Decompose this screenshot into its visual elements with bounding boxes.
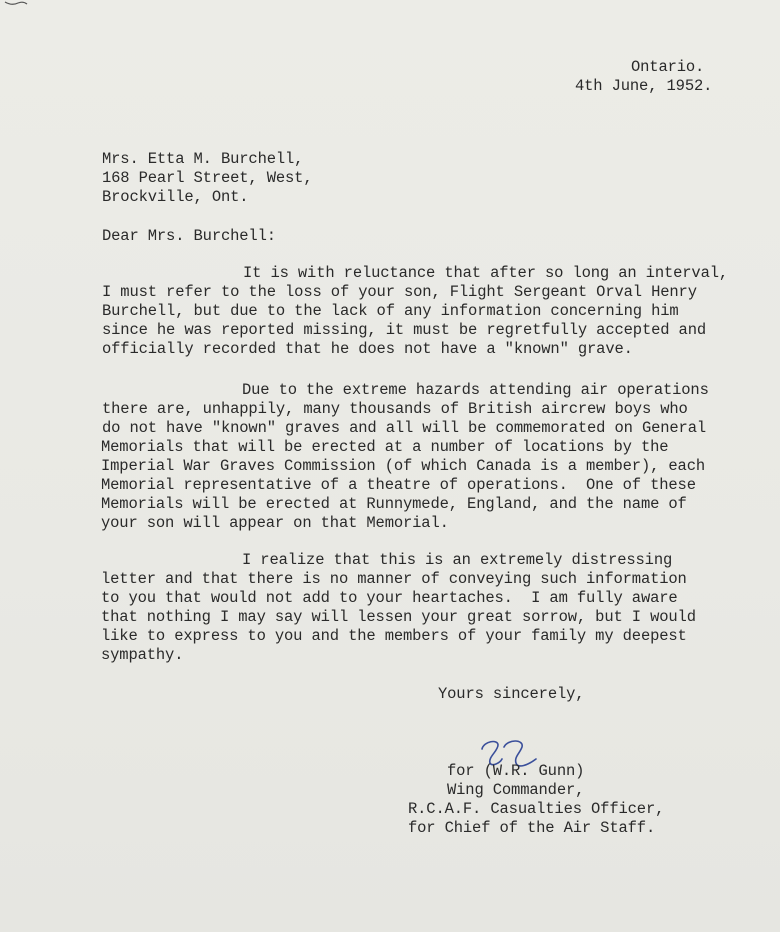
paragraph-3-line: sympathy. [101,646,184,664]
paragraph-1-line: since he was reported missing, it must be regretfully accepted and [102,321,707,339]
addressee-name: Mrs. Etta M. Burchell, [102,150,304,168]
addressee-city: Brockville, Ont. [102,188,249,206]
paragraph-1-line: Burchell, but due to the lack of any information concerning him [102,302,679,320]
paragraph-2-line: Imperial War Graves Commission (of which Canada is a member), each [101,457,706,475]
paragraph-2-line: Memorials that will be erected at a number of locations by the [101,438,669,456]
paragraph-3-line: I realize that this is an extremely distressing [242,551,673,569]
letter-place: Ontario. [631,58,705,76]
signature-chief: for Chief of the Air Staff. [408,819,656,837]
signature-office: R.C.A.F. Casualties Officer, [408,800,665,818]
paragraph-3-line: to you that would not add to your heartaches. I am fully aware [101,589,678,607]
paragraph-2-line: Due to the extreme hazards attending air operations [242,381,709,399]
paragraph-1-line: It is with reluctance that after so long an interval, [243,264,729,282]
closing: Yours sincerely, [438,685,585,703]
addressee-street: 168 Pearl Street, West, [102,169,313,187]
paragraph-1-line: I must refer to the loss of your son, Flight Sergeant Orval Henry [102,283,697,301]
salutation: Dear Mrs. Burchell: [102,227,276,245]
paragraph-2-line: your son will appear on that Memorial. [101,514,449,532]
paragraph-2-line: do not have "known" graves and all will be commemorated on General [102,419,707,437]
paragraph-3-line: like to express to you and the members of your family my deepest [101,627,687,645]
signature-for-line: for (W.R. Gunn) [447,762,585,780]
corner-mark [4,0,28,8]
paragraph-2-line: Memorials will be erected at Runnymede, England, and the name of [101,495,687,513]
paragraph-1-line: officially recorded that he does not have a "known" grave. [102,340,633,358]
paragraph-3-line: letter and that there is no manner of conveying such information [101,570,687,588]
letter-date: 4th June, 1952. [575,77,713,95]
paragraph-2-line: there are, unhappily, many thousands of British aircrew boys who [102,400,688,418]
signature-title: Wing Commander, [447,781,585,799]
paragraph-3-line: that nothing I may say will lessen your great sorrow, but I would [101,608,696,626]
paragraph-2-line: Memorial representative of a theatre of operations. One of these [101,476,696,494]
